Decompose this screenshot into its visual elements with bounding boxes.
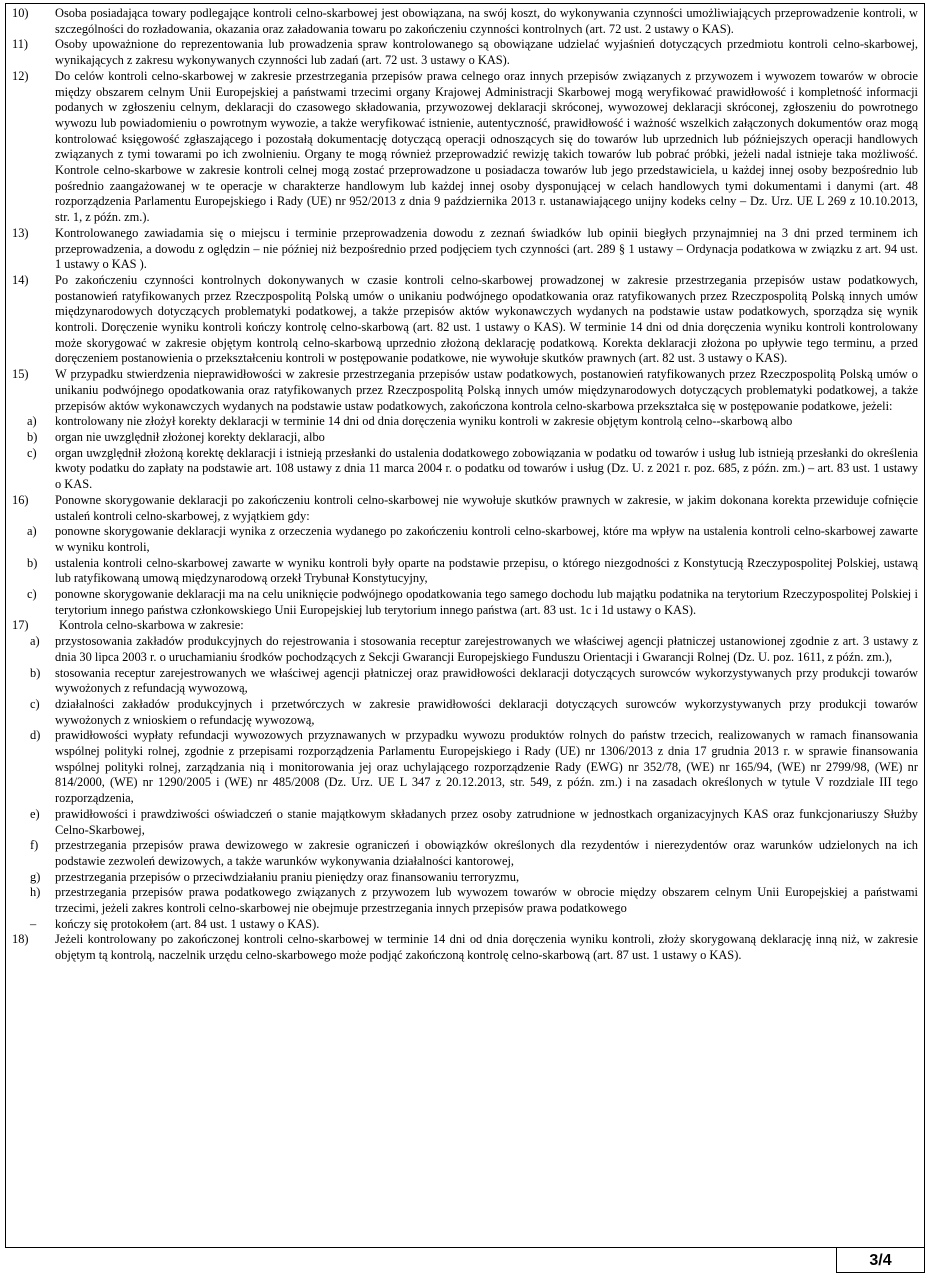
sub-item <box>12 807 918 838</box>
sub-item-letter: a) <box>27 414 37 429</box>
sub-item <box>12 446 918 493</box>
list-item <box>12 6 918 37</box>
sub-item-text: organ uwzględnił złożoną korektę deklaracji i istnieją przesłanki do ustalenia dodatkowego zobowiązania w podatku od towarów i usług lub istnieją przesłanki do określenia kwoty podatku do zapłaty na podstawie art. 108 ustawy z dnia 11 marca 2004 r. o podatku od towarów i usług (Dz. U. z 2021 r. poz. 685, z późn. zm.) – art. 83 ust. 1 ustawy o KAS. <box>55 445 918 492</box>
sub-item-letter: c) <box>27 445 37 460</box>
list-item <box>12 273 918 367</box>
sub-item-letter: g) <box>30 869 41 884</box>
sub-item <box>12 666 918 697</box>
list-item <box>12 367 918 414</box>
item-number: 12) <box>12 68 29 83</box>
item-number: 10) <box>12 6 29 20</box>
sub-item <box>12 587 918 618</box>
item-text: Osoby upoważnione do reprezentowania lub prowadzenia spraw kontrolowanego są obowiązane udzielać wyjaśnień dotyczących przedmiotu kontroli celno-skarbowej, wynikających z zakresu wykonywanych czynności lub zadań (art. 72 ust. 3 ustawy o KAS). <box>55 37 918 68</box>
sub-item <box>12 728 918 807</box>
sub-item <box>12 414 918 430</box>
item-number: 14) <box>12 272 29 287</box>
sub-item <box>12 556 918 587</box>
item-text: Jeżeli kontrolowany po zakończonej kontroli celno-skarbowej w terminie 14 dni od dnia doręczenia wyniku kontroli, złoży skorygowaną deklarację inną niż, w zakresie objętym tą kontrolą, naczelnik urzędu celno-skarbowego może podjąć zakończoną kontrolę celno-skarbową (art. 87 ust. 1 ustawy o KAS). <box>55 932 918 963</box>
sub-item-text: przestrzegania przepisów prawa dewizowego w zakresie ograniczeń i obowiązków określonych dla rezydentów i nierezydentów oraz warunków udzielonych na ich podstawie zezwoleń dewizowych, a także warunków wykonywania działalności kantorowej, <box>55 838 918 868</box>
sub-item-letter: – <box>30 916 37 931</box>
item-number: 13) <box>12 225 29 240</box>
sub-item-text: prawidłowości wypłaty refundacji wywozowych przyznawanych w przypadku wywozu produktów rolnych do państw trzecich, realizowanych w ramach finansowania wspólnej polityki rolnej, zgodnie z przepisami rozporządzenia Parlamentu Europejskiego i Rady (UE) nr 1306/2013 z dnia 17 grudnia 2013 r. w sprawie finansowania wspólnej polityki rolnej, zarządzania nią i monitorowania jej oraz uchylającego rozporządzenie Rady (EWG) nr 352/78, (WE) nr 165/94, (WE) nr 2799/98, (WE) nr 814/2000, (WE) nr 1290/2005 i (WE) nr 485/2008 (Dz. Urz. UE L 347 z 20.12.2013, str. 549, z późn. zm.) i na zasadach określonych w tytule V rozdziale III tego rozporządzenia, <box>55 728 918 806</box>
list-item <box>12 69 918 226</box>
sub-item-text: kończy się protokołem (art. 84 ust. 1 ustawy o KAS). <box>55 916 320 931</box>
item-number: 15) <box>12 367 29 382</box>
sub-item <box>12 430 918 446</box>
sub-item-text: organ nie uwzględnił złożonej korekty deklaracji, albo <box>55 429 325 444</box>
list-item <box>12 493 918 524</box>
item-text: Kontrola celno-skarbowa w zakresie: <box>59 618 244 633</box>
document-body <box>12 6 918 964</box>
sub-item <box>12 697 918 728</box>
list-item <box>12 618 918 634</box>
sub-item-letter: b) <box>27 555 38 570</box>
sub-item-letter: f) <box>30 838 39 853</box>
sub-item-text: ustalenia kontroli celno-skarbowej zawarte w wyniku kontroli były oparte na podstawie przepisu, o którego niezgodności z Konstytucją Rzeczypospolitej Polskiej, ustawą lub ratyfikowaną umową międzynarodową orzekł Trybunał Konstytucyjny, <box>55 555 918 586</box>
sub-item <box>12 838 918 869</box>
sub-item <box>12 634 918 665</box>
sub-item-text: ponowne skorygowanie deklaracji wynika z orzeczenia wydanego po zakończeniu kontroli celno-skarbowej, które ma wpływ na ustalenia kontroli celno-skarbowej zawarte w wyniku kontroli, <box>55 524 918 554</box>
item-text: Ponowne skorygowanie deklaracji po zakończeniu kontroli celno-skarbowej nie wywołuje skutków prawnych w zakresie, w jakim dokonana korekta przewiduje cofnięcie ustaleń kontroli celno-skarbowej, z wyjątkiem gdy: <box>55 492 918 523</box>
sub-item-letter: a) <box>27 524 37 539</box>
sub-item-letter: h) <box>30 885 41 900</box>
sub-item-text: prawidłowości i prawdziwości oświadczeń o stanie majątkowym składanych przez osoby zatrudnione w jednostkach organizacyjnych KAS oraz funkcjonariuszy Służby Celno-Skarbowej, <box>55 806 918 837</box>
sub-item-letter: b) <box>27 429 38 444</box>
sub-item-text: przestrzegania przepisów prawa podatkowego związanych z przywozem lub wywozem towarów w obrocie między obszarem celnym Unii Europejskiej a państwami trzecimi, jeżeli zakres kontroli celno-skarbowej nie obejmuje przestrzegania innych przepisów prawa podatkowego <box>55 885 918 916</box>
sub-item-letter: d) <box>30 728 41 743</box>
item-number: 18) <box>12 932 29 947</box>
list-item <box>12 932 918 963</box>
sub-item-text: przestrzegania przepisów o przeciwdziałaniu praniu pieniędzy oraz finansowaniu terroryzmu, <box>55 869 520 884</box>
item-text: W przypadku stwierdzenia nieprawidłowości w zakresie przestrzegania przepisów ustaw podatkowych, postanowień ratyfikowanych przez Rzeczpospolitą Polską umów o unikaniu podwójnego opodatkowania oraz ratyfikowanych przez Rzeczpospolitą Polską innych umów międzynarodowych dotyczących problematyki podatkowej, a także przepisów aktów wykonawczych wydanych na podstawie ustaw podatkowych, zakończona kontrola celno-skarbowa przekształca się w postępowanie podatkowe, jeżeli: <box>55 367 918 413</box>
sub-item <box>12 885 918 916</box>
list-item <box>12 226 918 273</box>
sub-item-text: stosowania receptur zarejestrowanych we właściwej agencji płatniczej oraz prawidłowości deklaracji dotyczących surowców wykorzystywanych przy produkcji towarów wywożonych z refundacją wywozową, <box>55 665 918 696</box>
sub-item <box>12 917 918 933</box>
sub-item <box>12 870 918 886</box>
sub-item <box>12 524 918 555</box>
list-item <box>12 37 918 68</box>
sub-item-text: kontrolowany nie złożył korekty deklaracji w terminie 14 dni od dnia doręczenia wyniku kontroli w zakresie objętym kontrolą celno--skarbową albo <box>55 414 793 429</box>
item-text: Do celów kontroli celno-skarbowej w zakresie przestrzegania przepisów prawa celnego oraz innych przepisów związanych z przywozem i wywozem towarów w obrocie między obszarem celnym Unii Europejskiej a państwami trzecimi organy Krajowej Administracji Skarbowej mogą weryfikować prawidłowość i kompletność informacji podanych w zgłoszeniu celnym, deklaracji do czasowego składowania, przywozowej deklaracji skróconej, wywozowej deklaracji skróconej, zgłoszeniu do powrotnego wywozu lub powiadomieniu o powrotnym wywozie, a także weryfikować istnienie, autentyczność, prawidłowość i ważność wszelkich załączonych dokumentów oraz mogą kontrolować księgowość zgłaszającego i pozostałą dokumentację dotyczącą operacji odnoszących się do towarów lub uprzednich lub późniejszych operacji handlowych związanych z tymi towarami po ich zwolnieniu. Organy te mogą również przeprowadzić rewizję takich towarów lub pobrać próbki, jeżeli nadal istnieje taka możliwość. Kontrole celno-skarbowe w zakresie kontroli celnej mogą zostać przeprowadzone u posiadacza towarów lub jego przedstawiciela, u każdej innej osoby bezpośrednio lub pośrednio zaangażowanej w te operacje w charakterze handlowym lub każdej innej osoby dysponującej w celach handlowych tymi dokumentami i danymi (art. 48 rozporządzenia Parlamentu Europejskiego i Rady (UE) nr 952/2013 z dnia 9 października 2013 r. ustanawiającego unijny kodeks celny – Dz. Urz. UE L 269 z 10.10.2013, str. 1, z późn. zm.). <box>55 68 918 225</box>
item-number: 11) <box>12 37 29 52</box>
page-number: 3/4 <box>869 1252 892 1269</box>
item-text: Kontrolowanego zawiadamia się o miejscu i terminie przeprowadzenia dowodu z zeznań świadków lub opinii biegłych przynajmniej na 3 dni przed terminem ich przeprowadzenia, a dowodu z oględzin – nie później niż bezpośrednio przed podjęciem tych czynności (art. 289 § 1 ustawy – Ordynacja podatkowa w związku z art. 94 ust. 1 ustawy o KAS ). <box>55 225 918 272</box>
sub-item-text: ponowne skorygowanie deklaracji ma na celu uniknięcie podwójnego opodatkowania tego samego dochodu lub majątku podatnika na terytorium Rzeczypospolitej Polskiej i terytorium innego państwa członkowskiego Unii Europejskiej lub terytorium innego państwa (art. 83 ust. 1c i 1d ustawy o KAS). <box>55 587 918 617</box>
sub-item-letter: c) <box>27 587 37 602</box>
item-number: 17) <box>12 618 29 633</box>
sub-item-text: przystosowania zakładów produkcyjnych do rejestrowania i stosowania receptur zarejestrowanych we właściwej agencji płatniczej ustanowionej zgodnie z art. 3 ustawy z dnia 30 lipca 2003 r. o uruchamianiu środków pochodzących z Sekcji Gwarancji Europejskiego Funduszu Orientacji i Gwarancji Rolnej (Dz. U. poz. 1611, z późn. zm.), <box>55 634 918 664</box>
item-text: Po zakończeniu czynności kontrolnych dokonywanych w czasie kontroli celno-skarbowej prowadzonej w zakresie przestrzegania przepisów ustaw podatkowych, postanowień ratyfikowanych przez Rzeczpospolitą Polską umów o unikaniu podwójnego opodatkowania oraz ratyfikowanych przez Rzeczpospolitą Polską innych umów międzynarodowych dotyczących problematyki podatkowej, a także przepisów aktów wykonawczych wydanych na podstawie ustaw podatkowych, sporządza się wynik kontroli. Doręczenie wyniku kontroli kończy kontrolę celno-skarbową (art. 82 ust. 1 ustawy o KAS). W terminie 14 dni od dnia doręczenia wyniku kontroli kontrolowany może skorygować w zakresie objętym kontrolą celno-skarbową uprzednio złożoną deklarację podatkową. Korekta deklaracji złożona po upływie tego terminu, a przed doręczeniem postanowienia o przekształceniu kontroli w postępowanie podatkowe, nie wywołuje skutków prawnych (art. 82 ust. 3 ustawy o KAS). <box>55 272 918 366</box>
sub-item-letter: e) <box>30 806 40 821</box>
sub-item-letter: a) <box>30 634 40 649</box>
item-text: Osoba posiadająca towary podlegające kontroli celno-skarbowej jest obowiązana, na swój koszt, do wykonywania czynności umożliwiających przeprowadzenie kontroli, w szczególności do rozładowania, okazania oraz załadowania towaru po zakończeniu czynności kontrolnych (art. 72 ust. 2 ustawy o KAS). <box>55 6 918 36</box>
sub-item-letter: b) <box>30 665 41 680</box>
sub-item-text: działalności zakładów produkcyjnych i przetwórczych w zakresie prawidłowości deklaracji dotyczących surowców wykorzystywanych przy produkcji towarów wywożonych z wnioskiem o refundację wywozową, <box>55 696 918 727</box>
sub-item-letter: c) <box>30 696 40 711</box>
item-number: 16) <box>12 492 29 507</box>
